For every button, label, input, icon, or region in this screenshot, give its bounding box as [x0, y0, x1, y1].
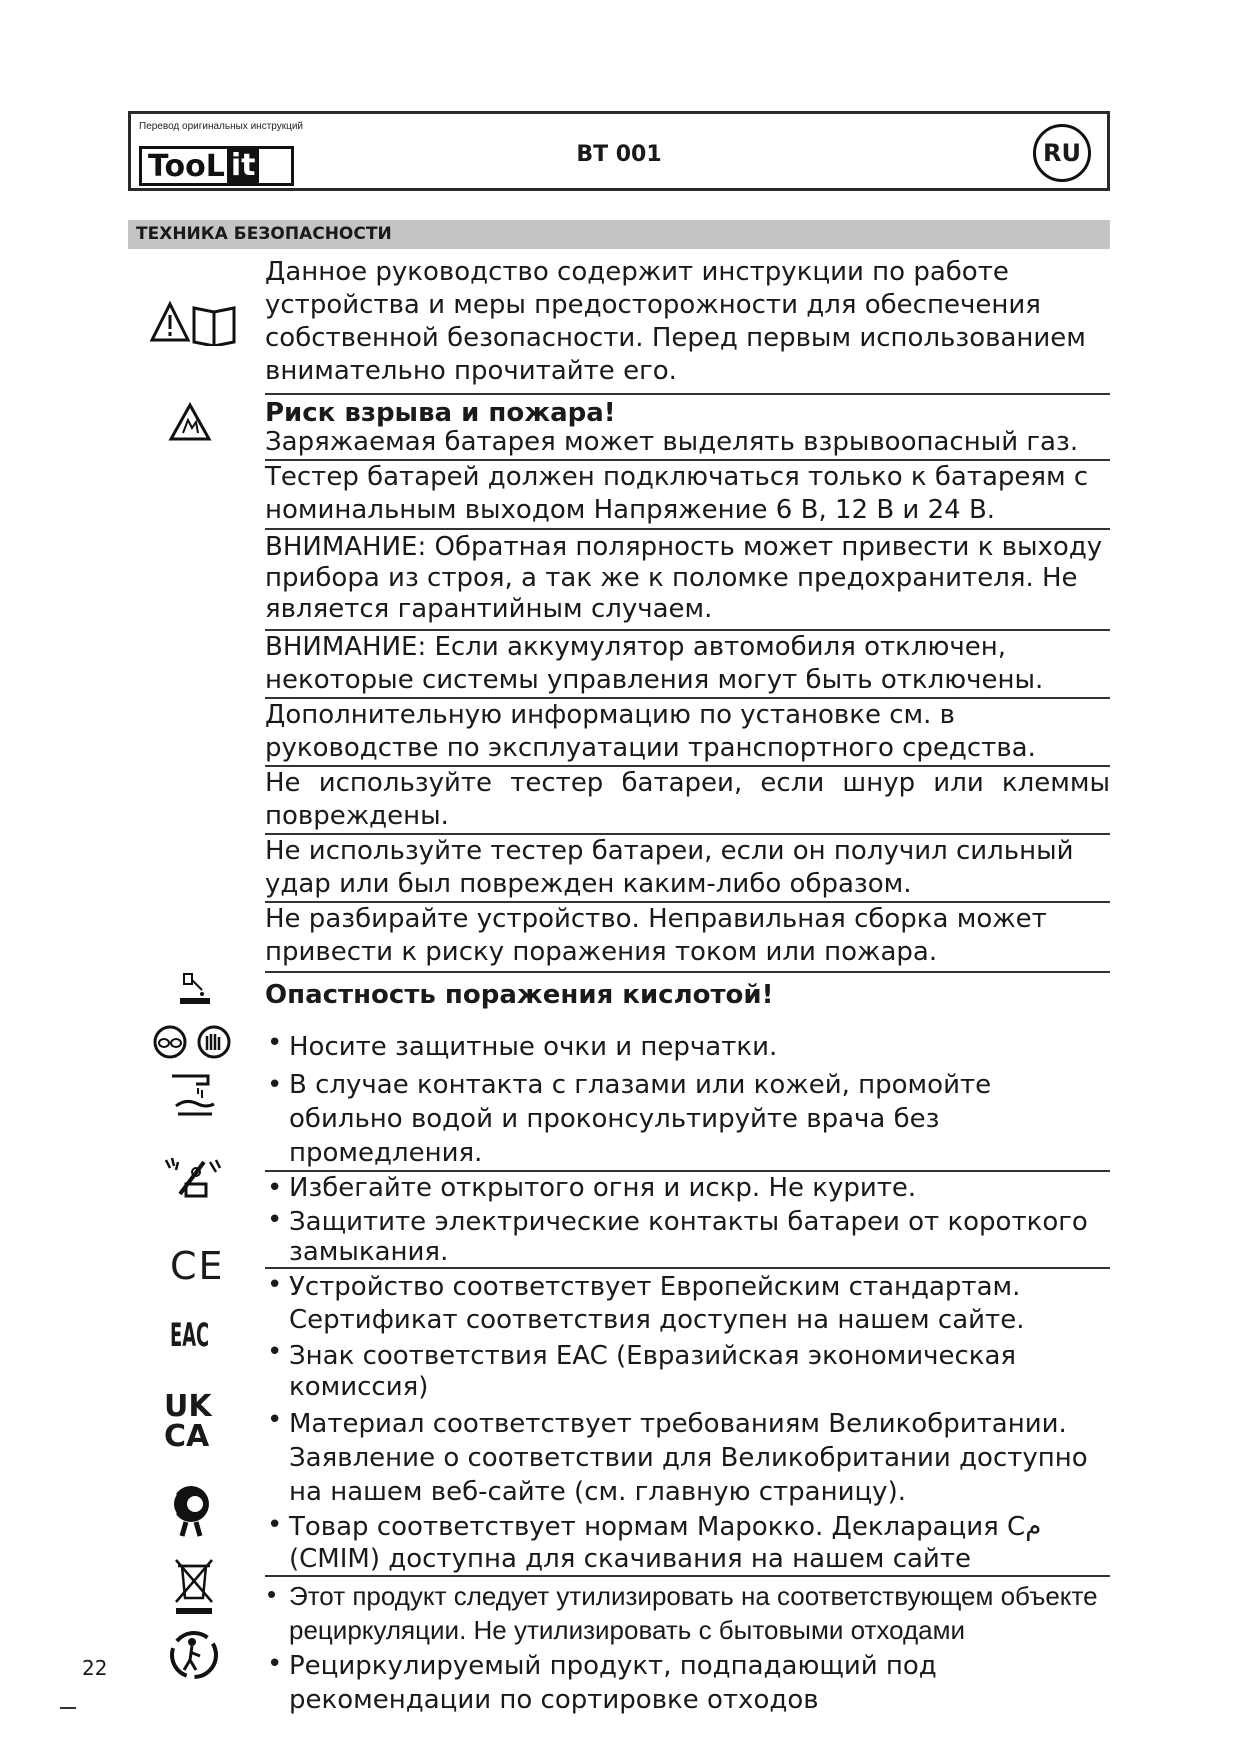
corner-mark: [60, 1707, 76, 1709]
translation-caption: Перевод оригинальных инструкций: [139, 121, 303, 132]
bullet-eac: • Знак соответствия EAC (Евразийская экономическая комиссия): [265, 1337, 1110, 1403]
acid-bullets: [265, 1027, 1110, 1717]
bullet-fire: • Избегайте открытого огня и искр. Не курите.: [265, 1172, 1110, 1205]
bullet-morocco: • Товар соответствует нормам Марокко. Декларация Cم (CMIM) доступна для скачивания на нашем сайте: [265, 1509, 1110, 1577]
ukca-mark-icon: [164, 1389, 212, 1454]
ce-mark-icon: CE: [170, 1244, 225, 1288]
eac-mark-icon: EAC: [170, 1316, 210, 1354]
intro-text: Данное руководство содержит инструкции по работе устройства и меры предосторожности для обеспечения собственной безопасности. Перед первым использованием внимательно прочитайте его.: [265, 257, 1086, 386]
bullet-ce: • Устройство соответствует Европейским стандартам. Сертификат соответствия доступен на нашем сайте.: [265, 1269, 1110, 1337]
explosion-text: Заряжаемая батарея может выделять взрывоопасный газ.: [265, 427, 1079, 457]
bullet-goggles: • Носите защитные очки и перчатки.: [265, 1027, 1110, 1068]
cord-damaged-block: [265, 767, 1110, 835]
no-fire-no-smoking-icon: [160, 1154, 226, 1200]
acid-hazard-icon: [178, 970, 212, 1006]
tester-voltage-block: [265, 461, 1110, 530]
logo-text: TooL: [148, 148, 225, 184]
bullet-weee: • Этот продукт следует утилизировать на соответствующем объекте рециркуляции. Не утилизировать с бытовыми отходами: [265, 1577, 1110, 1647]
model-number: BT 001: [576, 142, 662, 167]
bullet-contact: • В случае контакта с глазами или кожей, промойте обильно водой и проконсультируйте врача без промедления.: [265, 1068, 1110, 1172]
more-info-text: Дополнительную информацию по установке см. в руководстве по эксплуатации транспортного средства.: [265, 700, 1036, 763]
ukca-bottom: CA: [164, 1419, 210, 1454]
disassemble-block: [265, 903, 1110, 973]
bullet-ukca: • Материал соответствует требованиям Великобритании. Заявление о соответствии для Великобритании доступно на нашем веб-сайте (см. главную страницу).: [265, 1403, 1110, 1509]
disconnect-block: [265, 631, 1110, 699]
explosion-block: [265, 395, 1110, 461]
weee-bin-icon: [172, 1556, 216, 1616]
page-number: 22: [82, 1656, 108, 1680]
polarity-text: ВНИМАНИЕ: Обратная полярность может привести к выходу прибора из строя, а так же к поломке предохранителя. Не является гарантийным случаем.: [265, 532, 1103, 624]
bullet-short-circuit: • Защитите электрические контакты батареи от короткого замыкания.: [265, 1205, 1110, 1269]
tester-voltage-text: Тестер батарей должен подключаться только к батареям с номинальным выходом Напряжение 6 В, 12 В и 24 В.: [265, 462, 1089, 525]
logo-box-text: it: [227, 147, 260, 185]
rinse-eyes-icon: [168, 1070, 220, 1120]
explosion-warning-icon: [168, 402, 212, 442]
disconnect-text: ВНИМАНИЕ: Если аккумулятор автомобиля отключен, некоторые системы управления могут быть отключены.: [265, 632, 1044, 695]
morocco-cmim-icon: [166, 1482, 216, 1538]
safety-content: [265, 256, 1110, 1717]
acid-title: Опастность поражения кислотой!: [265, 980, 774, 1010]
language-badge: RU: [1033, 124, 1091, 182]
polarity-block: [265, 530, 1110, 631]
document-header: [128, 111, 1110, 191]
impact-block: [265, 835, 1110, 903]
warning-manual-icon: [150, 300, 240, 346]
section-title: ТЕХНИКА БЕЗОПАСНОСТИ: [128, 220, 1110, 249]
explosion-title: Риск взрыва и пожара!: [265, 398, 616, 428]
acid-block: [265, 973, 1110, 1027]
recycle-person-icon: [166, 1630, 222, 1680]
goggles-gloves-icon: [152, 1024, 234, 1060]
intro-block: [265, 256, 1110, 395]
disassemble-text: Не разбирайте устройство. Неправильная сборка может привести к риску поражения током или пожара.: [265, 904, 1047, 967]
ukca-top: UK: [164, 1389, 212, 1424]
bullet-recycle: • Рециркулируемый продукт, подпадающий под рекомендации по сортировке отходов: [265, 1647, 1110, 1717]
cord-damaged-text: Не используйте тестер батареи, если шнур или клеммы повреждены.: [265, 768, 1110, 831]
impact-text: Не используйте тестер батареи, если он получил сильный удар или был поврежден каким-либо образом.: [265, 836, 1074, 899]
more-info-block: [265, 699, 1110, 767]
